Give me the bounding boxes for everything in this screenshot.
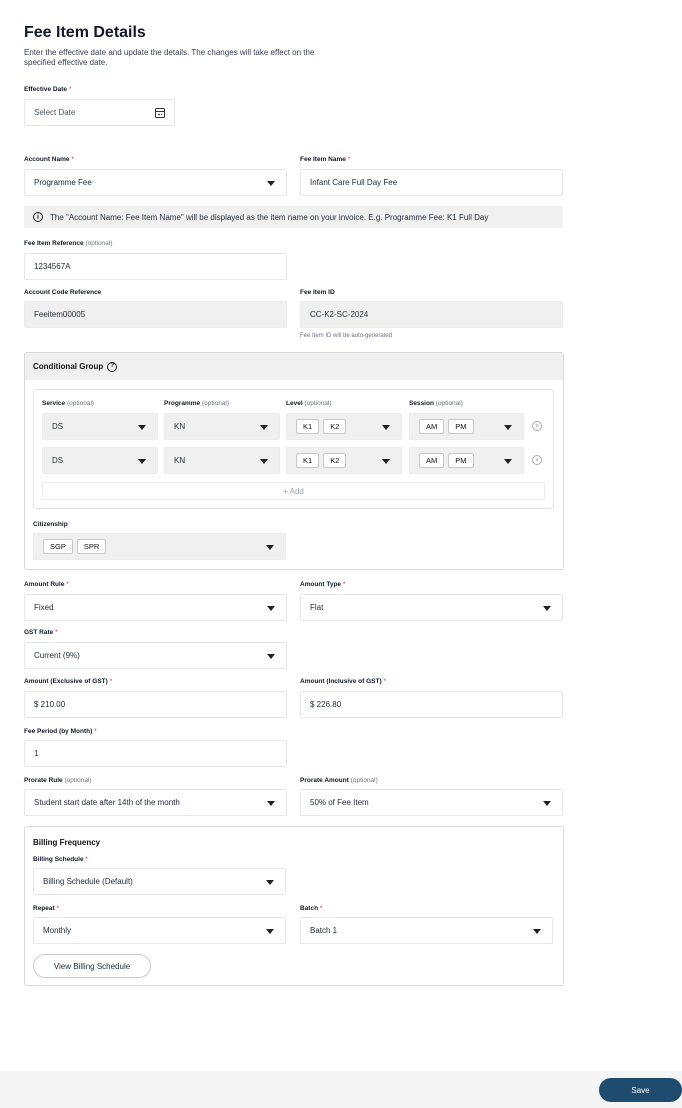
prorate-rule-label: Prorate Rule (optional) — [24, 777, 92, 784]
amount-type-label: Amount Type * — [300, 581, 346, 588]
amount-type-select[interactable] — [300, 594, 563, 621]
prorate-rule-select[interactable] — [24, 789, 287, 816]
effective-date-picker[interactable] — [24, 99, 175, 126]
gst-rate-value: Current (9%) — [34, 651, 80, 660]
amount-rule-select[interactable] — [24, 594, 287, 621]
service-value: DS — [52, 456, 64, 465]
batch-select[interactable] — [300, 917, 553, 944]
remove-row-icon[interactable]: × — [532, 455, 542, 465]
invoice-name-info — [24, 206, 563, 228]
programme-value: KN — [174, 456, 186, 465]
chevron-down-icon — [267, 181, 275, 186]
conditional-group-title: Conditional Group — [33, 362, 104, 371]
chevron-down-icon — [260, 459, 268, 464]
gst-rate-select[interactable] — [24, 642, 287, 669]
help-circle-icon[interactable]: ? — [107, 362, 117, 372]
page-subtitle: Enter the effective date and update the details. The changes will take effect on the specified effective date. — [24, 48, 315, 67]
account-code-reference-field — [24, 301, 287, 328]
session-chip[interactable]: PM — [448, 453, 473, 468]
session-multiselect[interactable] — [409, 447, 524, 474]
view-billing-schedule-button[interactable]: View Billing Schedule — [33, 954, 151, 978]
amount-inclusive-value: $ 226.80 — [310, 700, 342, 709]
conditional-group-header — [25, 353, 563, 380]
account-code-reference-value: Feeitem00005 — [34, 310, 86, 319]
fee-item-reference-input[interactable] — [24, 253, 287, 280]
chevron-down-icon — [138, 459, 146, 464]
level-chip[interactable]: K1 — [296, 419, 319, 434]
fee-item-id-hint: Fee Item ID will be auto-generated — [300, 333, 393, 339]
chevron-down-icon — [260, 425, 268, 430]
chevron-down-icon — [266, 880, 274, 885]
chevron-down-icon — [267, 606, 275, 611]
gst-rate-label: GST Rate * — [24, 629, 58, 636]
account-name-label: Account Name * — [24, 156, 74, 163]
fee-item-reference-value: 1234567A — [34, 262, 71, 271]
prorate-amount-label: Prorate Amount (optional) — [300, 777, 378, 784]
billing-frequency-title: Billing Frequency — [33, 838, 101, 847]
prorate-rule-value: Student start date after 14th of the month — [34, 798, 180, 807]
chevron-down-icon — [382, 459, 390, 464]
footer-bar — [0, 1071, 682, 1108]
programme-select[interactable] — [164, 447, 280, 474]
fee-item-name-input[interactable] — [300, 169, 563, 196]
fee-item-id-value: CC-K2-SC-2024 — [310, 310, 369, 319]
billing-schedule-select[interactable] — [33, 868, 286, 895]
fee-period-label: Fee Period (by Month) * — [24, 728, 97, 735]
fee-item-name-value: Infant Care Full Day Fee — [310, 178, 398, 187]
batch-label: Batch * — [300, 905, 323, 912]
fee-item-id-field — [300, 301, 563, 328]
effective-date-placeholder: Select Date — [34, 108, 76, 117]
repeat-value: Monthly — [43, 926, 72, 935]
programme-select[interactable] — [164, 413, 280, 440]
amount-rule-label: Amount Rule * — [24, 581, 69, 588]
service-column-header: Service (optional) — [42, 400, 95, 407]
chevron-down-icon — [267, 654, 275, 659]
repeat-label: Repeat * — [33, 905, 60, 912]
chevron-down-icon — [543, 606, 551, 611]
fee-period-input[interactable] — [24, 740, 287, 767]
amount-exclusive-label: Amount (Exclusive of GST) * — [24, 678, 113, 685]
level-multiselect[interactable] — [286, 413, 402, 440]
session-chip[interactable]: AM — [419, 453, 444, 468]
fee-item-name-label: Fee Item Name * — [300, 156, 351, 163]
level-column-header: Level (optional) — [286, 400, 332, 407]
billing-schedule-value: Billing Schedule (Default) — [43, 877, 133, 886]
level-chip[interactable]: K2 — [323, 453, 346, 468]
chevron-down-icon — [266, 929, 274, 934]
chevron-down-icon — [504, 459, 512, 464]
info-icon: i — [33, 212, 43, 222]
amount-type-value: Flat — [310, 603, 324, 612]
citizenship-multiselect[interactable] — [33, 533, 286, 560]
prorate-amount-value: 50% of Fee Item — [310, 798, 369, 807]
prorate-amount-select[interactable] — [300, 789, 563, 816]
amount-inclusive-label: Amount (Inclusive of GST) * — [300, 678, 386, 685]
fee-item-reference-label: Fee Item Reference (optional) — [24, 240, 113, 247]
session-chip[interactable]: PM — [448, 419, 473, 434]
repeat-select[interactable] — [33, 917, 286, 944]
effective-date-label: Effective Date * — [24, 86, 72, 93]
service-select[interactable] — [42, 413, 158, 440]
amount-inclusive-input[interactable] — [300, 691, 563, 718]
fee-item-id-label: Fee Item ID — [300, 289, 335, 296]
level-chip[interactable]: K2 — [323, 419, 346, 434]
account-name-value: Programme Fee — [34, 178, 92, 187]
chevron-down-icon — [267, 801, 275, 806]
amount-exclusive-value: $ 210.00 — [34, 700, 66, 709]
chevron-down-icon — [382, 425, 390, 430]
fee-period-value: 1 — [34, 749, 39, 758]
service-select[interactable] — [42, 447, 158, 474]
citizenship-chip[interactable]: SPR — [77, 539, 106, 554]
save-button[interactable]: Save — [599, 1078, 682, 1102]
info-text: The "Account Name: Fee Item Name" will be displayed as the item name on your invoice. E.g. Programme Fee: K1 Full Day — [50, 212, 489, 222]
session-multiselect[interactable] — [409, 413, 524, 440]
billing-schedule-label: Billing Schedule * — [33, 856, 88, 863]
chevron-down-icon — [138, 425, 146, 430]
chevron-down-icon — [266, 545, 274, 550]
level-chip[interactable]: K1 — [296, 453, 319, 468]
programme-value: KN — [174, 422, 186, 431]
calendar-icon[interactable] — [155, 108, 165, 118]
account-code-reference-label: Account Code Reference — [24, 289, 102, 296]
citizenship-label: Citizenship — [33, 521, 68, 528]
programme-column-header: Programme (optional) — [164, 400, 230, 407]
session-chip[interactable]: AM — [419, 419, 444, 434]
add-condition-button[interactable]: + Add — [42, 482, 545, 500]
remove-row-icon[interactable]: × — [532, 421, 542, 431]
chevron-down-icon — [504, 425, 512, 430]
citizenship-chip[interactable]: SGP — [43, 539, 73, 554]
service-value: DS — [52, 422, 64, 431]
account-name-select[interactable] — [24, 169, 287, 196]
session-column-header: Session (optional) — [409, 400, 463, 407]
chevron-down-icon — [543, 801, 551, 806]
chevron-down-icon — [533, 929, 541, 934]
amount-exclusive-input[interactable] — [24, 691, 287, 718]
level-multiselect[interactable] — [286, 447, 402, 474]
amount-rule-value: Fixed — [34, 603, 54, 612]
batch-value: Batch 1 — [310, 926, 338, 935]
page-title: Fee Item Details — [24, 24, 146, 41]
